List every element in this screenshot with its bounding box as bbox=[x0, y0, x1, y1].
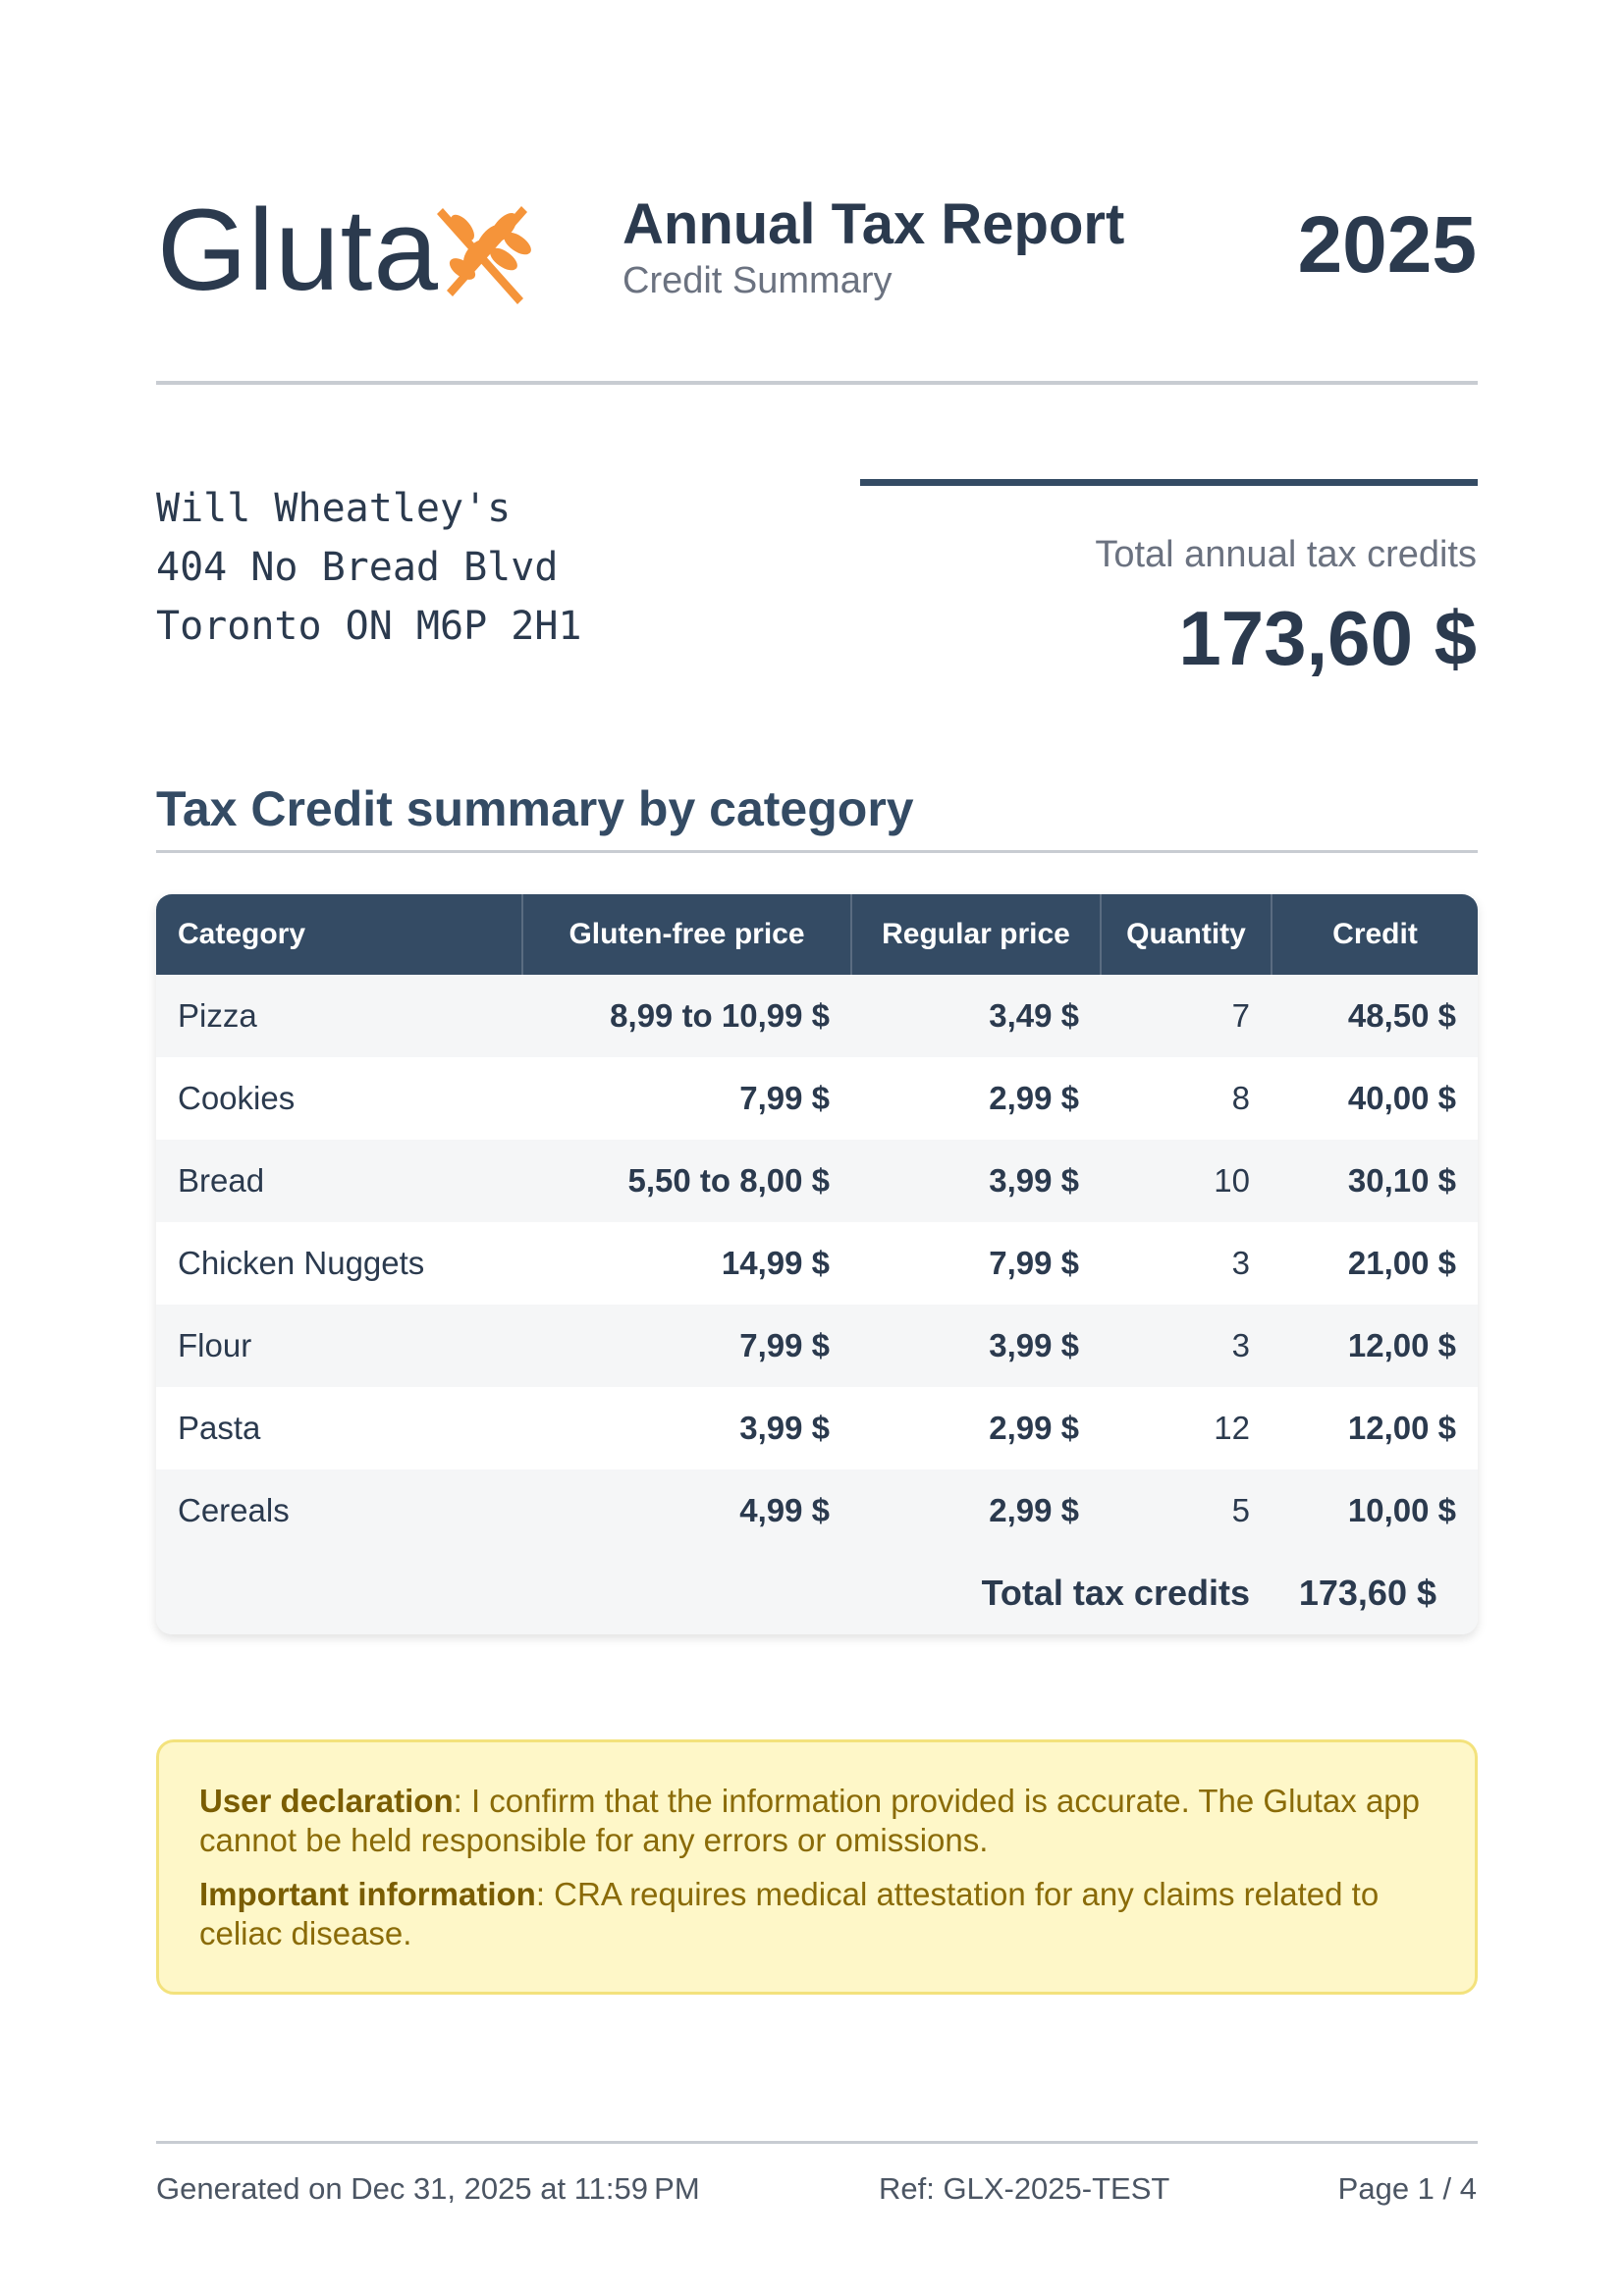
table-row bbox=[156, 1305, 1478, 1387]
cell-category: Cookies bbox=[156, 1057, 522, 1140]
header-credit: Credit bbox=[1272, 894, 1478, 975]
cell-quantity: 12 bbox=[1101, 1387, 1272, 1469]
report-subtitle: Credit Summary bbox=[623, 260, 893, 301]
cell-credit: 30,10 $ bbox=[1272, 1140, 1478, 1222]
total-credits-value: 173,60 $ bbox=[1178, 595, 1477, 681]
cell-quantity: 5 bbox=[1101, 1469, 1272, 1552]
report-year: 2025 bbox=[1297, 200, 1477, 290]
address-line-2: 404 No Bread Blvd bbox=[156, 545, 559, 590]
total-tax-credits-label: Total tax credits bbox=[156, 1552, 1272, 1634]
header-regular-price: Regular price bbox=[851, 894, 1101, 975]
mailing-address bbox=[156, 479, 581, 656]
cell-regular-price: 3,99 $ bbox=[851, 1140, 1101, 1222]
cell-category: Cereals bbox=[156, 1469, 522, 1552]
cell-quantity: 8 bbox=[1101, 1057, 1272, 1140]
footer-divider bbox=[156, 2141, 1478, 2144]
section-title: Tax Credit summary by category bbox=[156, 781, 914, 836]
important-info-text: : CRA requires medical attestation for any claims related to celiac disease. bbox=[199, 1876, 1380, 1951]
header-quantity: Quantity bbox=[1101, 894, 1272, 975]
header-divider bbox=[156, 381, 1478, 385]
cell-regular-price: 2,99 $ bbox=[851, 1057, 1101, 1140]
cell-gluten-free-price: 8,99 to 10,99 $ bbox=[522, 975, 851, 1057]
cell-credit: 10,00 $ bbox=[1272, 1469, 1478, 1552]
cell-credit: 40,00 $ bbox=[1272, 1057, 1478, 1140]
cell-credit: 21,00 $ bbox=[1272, 1222, 1478, 1305]
cell-category: Pizza bbox=[156, 975, 522, 1057]
header-gluten-free-price: Gluten-free price bbox=[522, 894, 851, 975]
header-category: Category bbox=[156, 894, 522, 975]
cell-regular-price: 3,49 $ bbox=[851, 975, 1101, 1057]
cell-quantity: 10 bbox=[1101, 1140, 1272, 1222]
cell-gluten-free-price: 7,99 $ bbox=[522, 1305, 851, 1387]
total-accent-bar bbox=[860, 479, 1478, 486]
table-row bbox=[156, 1140, 1478, 1222]
logo-text: Gluta bbox=[157, 186, 440, 315]
logo bbox=[157, 187, 531, 314]
table-row bbox=[156, 975, 1478, 1057]
declaration-title: User declaration bbox=[199, 1783, 454, 1819]
total-tax-credits-value: 173,60 $ bbox=[1272, 1552, 1478, 1634]
cell-credit: 12,00 $ bbox=[1272, 1305, 1478, 1387]
address-line-1: Will Wheatley's bbox=[156, 486, 512, 531]
table-row bbox=[156, 1387, 1478, 1469]
cell-category: Pasta bbox=[156, 1387, 522, 1469]
credit-table bbox=[156, 894, 1478, 1634]
report-title-block bbox=[623, 190, 1124, 302]
table-row bbox=[156, 1057, 1478, 1140]
important-info-title: Important information bbox=[199, 1876, 536, 1912]
table-header-row bbox=[156, 894, 1478, 975]
cell-gluten-free-price: 4,99 $ bbox=[522, 1469, 851, 1552]
cell-gluten-free-price: 14,99 $ bbox=[522, 1222, 851, 1305]
cell-regular-price: 7,99 $ bbox=[851, 1222, 1101, 1305]
wheat-icon bbox=[433, 200, 531, 308]
table-row bbox=[156, 1469, 1478, 1552]
cell-category: Chicken Nuggets bbox=[156, 1222, 522, 1305]
important-info-paragraph bbox=[199, 1875, 1435, 1953]
cell-category: Flour bbox=[156, 1305, 522, 1387]
cell-gluten-free-price: 7,99 $ bbox=[522, 1057, 851, 1140]
declaration-paragraph bbox=[199, 1782, 1435, 1860]
cell-quantity: 3 bbox=[1101, 1305, 1272, 1387]
page-number: Page 1 / 4 bbox=[1337, 2171, 1477, 2206]
table-row bbox=[156, 1222, 1478, 1305]
total-credits-label: Total annual tax credits bbox=[1095, 534, 1477, 575]
cell-quantity: 7 bbox=[1101, 975, 1272, 1057]
address-line-3: Toronto ON M6P 2H1 bbox=[156, 604, 582, 649]
cell-gluten-free-price: 3,99 $ bbox=[522, 1387, 851, 1469]
cell-category: Bread bbox=[156, 1140, 522, 1222]
declaration-notice bbox=[156, 1739, 1478, 1995]
cell-regular-price: 2,99 $ bbox=[851, 1469, 1101, 1552]
cell-regular-price: 2,99 $ bbox=[851, 1387, 1101, 1469]
cell-credit: 12,00 $ bbox=[1272, 1387, 1478, 1469]
cell-gluten-free-price: 5,50 to 8,00 $ bbox=[522, 1140, 851, 1222]
table-total-row bbox=[156, 1552, 1478, 1634]
declaration-text: : I confirm that the information provided is accurate. The Glutax app cannot be held responsible for any errors or omissions. bbox=[199, 1783, 1421, 1858]
report-title: Annual Tax Report bbox=[623, 192, 1125, 256]
section-divider bbox=[156, 850, 1478, 853]
reference-id: Ref: GLX-2025-TEST bbox=[879, 2171, 1170, 2206]
cell-regular-price: 3,99 $ bbox=[851, 1305, 1101, 1387]
cell-quantity: 3 bbox=[1101, 1222, 1272, 1305]
cell-credit: 48,50 $ bbox=[1272, 975, 1478, 1057]
generated-timestamp: Generated on Dec 31, 2025 at 11:59 PM bbox=[156, 2171, 700, 2206]
